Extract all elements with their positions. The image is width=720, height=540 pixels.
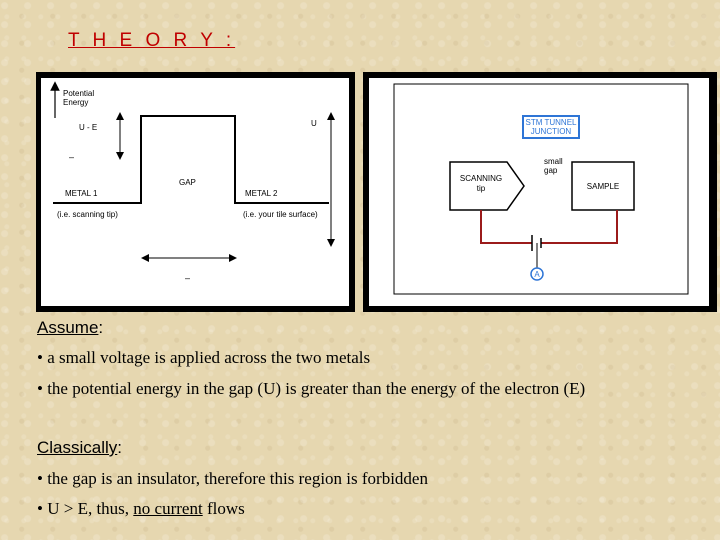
metal-2-note: (i.e. your tile surface) <box>243 210 318 219</box>
no-current-emphasis: no current <box>133 499 203 518</box>
potential-label: Potential <box>63 89 95 98</box>
tip-label-1: SCANNING <box>459 174 503 183</box>
potential-energy-diagram <box>36 72 355 312</box>
junction-label-2: JUNCTION <box>530 127 572 136</box>
junction-label-1: STM TUNNEL <box>525 118 577 127</box>
potential-barrier-figure <box>41 78 349 306</box>
sample-wire <box>541 210 617 243</box>
assume-line-1: • a small voltage is applied across the two metals <box>37 348 371 367</box>
sample-label: SAMPLE <box>586 182 620 191</box>
scanning-tip-shape <box>450 162 524 210</box>
stm-junction-diagram <box>363 72 717 312</box>
tip-label-2: tip <box>476 184 486 193</box>
small-gap-label-1: small <box>544 157 563 166</box>
u-minus-e-label: U - E <box>79 123 98 132</box>
metal-2-label: METAL 2 <box>245 189 278 198</box>
small-gap-label-2: gap <box>544 166 558 175</box>
assume-heading: Assume: <box>37 318 104 337</box>
assume-line-2: • the potential energy in the gap (U) is greater than the energy of the electron (E) <box>37 379 586 398</box>
ammeter-label: A <box>534 270 540 279</box>
u-label: U <box>311 119 317 128</box>
e-level-mark: – <box>69 152 75 162</box>
metal-1-label: METAL 1 <box>65 189 98 198</box>
metal-1-note: (i.e. scanning tip) <box>57 210 118 219</box>
gap-label: GAP <box>179 178 196 187</box>
classically-line-1: • the gap is an insulator, therefore this region is forbidden <box>37 469 428 488</box>
classically-line-2: • U > E, thus, no current flows <box>37 499 245 518</box>
tip-wire <box>481 210 532 243</box>
energy-label: Energy <box>63 98 89 107</box>
page-title: T H E O R Y : <box>68 30 236 51</box>
stm-circuit-figure <box>369 78 709 306</box>
classically-heading: Classically: <box>37 438 123 457</box>
gap-width-mark: – <box>185 273 191 283</box>
